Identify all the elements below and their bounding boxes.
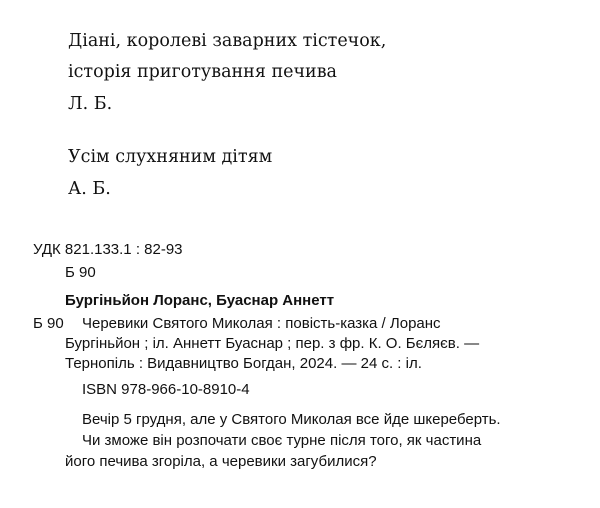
authors-heading: Бургіньйон Лоранс, Буаснар Аннетт <box>65 292 335 309</box>
dedication-2-initials: А. Б. <box>68 179 111 199</box>
dedication-1-line-2: історія приготування печива <box>68 62 337 82</box>
dedication-2-line-1: Усім слухняним дітям <box>68 147 273 167</box>
author-index-top: Б 90 <box>65 264 96 281</box>
author-index-side: Б 90 <box>33 315 64 332</box>
description-line-1: Черевики Святого Миколая : повість-казка / Лоранс <box>82 315 441 332</box>
udk-code: УДК 821.133.1 : 82-93 <box>33 241 183 258</box>
annotation-line-3: його печива згоріла, а черевики загубилися? <box>65 453 377 470</box>
description-line-2: Бургіньйон ; іл. Аннетт Буаснар ; пер. з фр. К. О. Бєляєв. — <box>65 335 480 352</box>
dedication-1-line-1: Діані, королеві заварних тістечок, <box>68 31 387 51</box>
description-line-3: Тернопіль : Видавництво Богдан, 2024. — 24 с. : іл. <box>65 355 422 372</box>
dedication-1-initials: Л. Б. <box>68 94 113 114</box>
isbn: ISBN 978-966-10-8910-4 <box>82 381 250 398</box>
annotation-line-2: Чи зможе він розпочати своє турне після того, як частина <box>82 432 482 449</box>
annotation-line-1: Вечір 5 грудня, але у Святого Миколая все йде шкереберть. <box>82 411 501 428</box>
